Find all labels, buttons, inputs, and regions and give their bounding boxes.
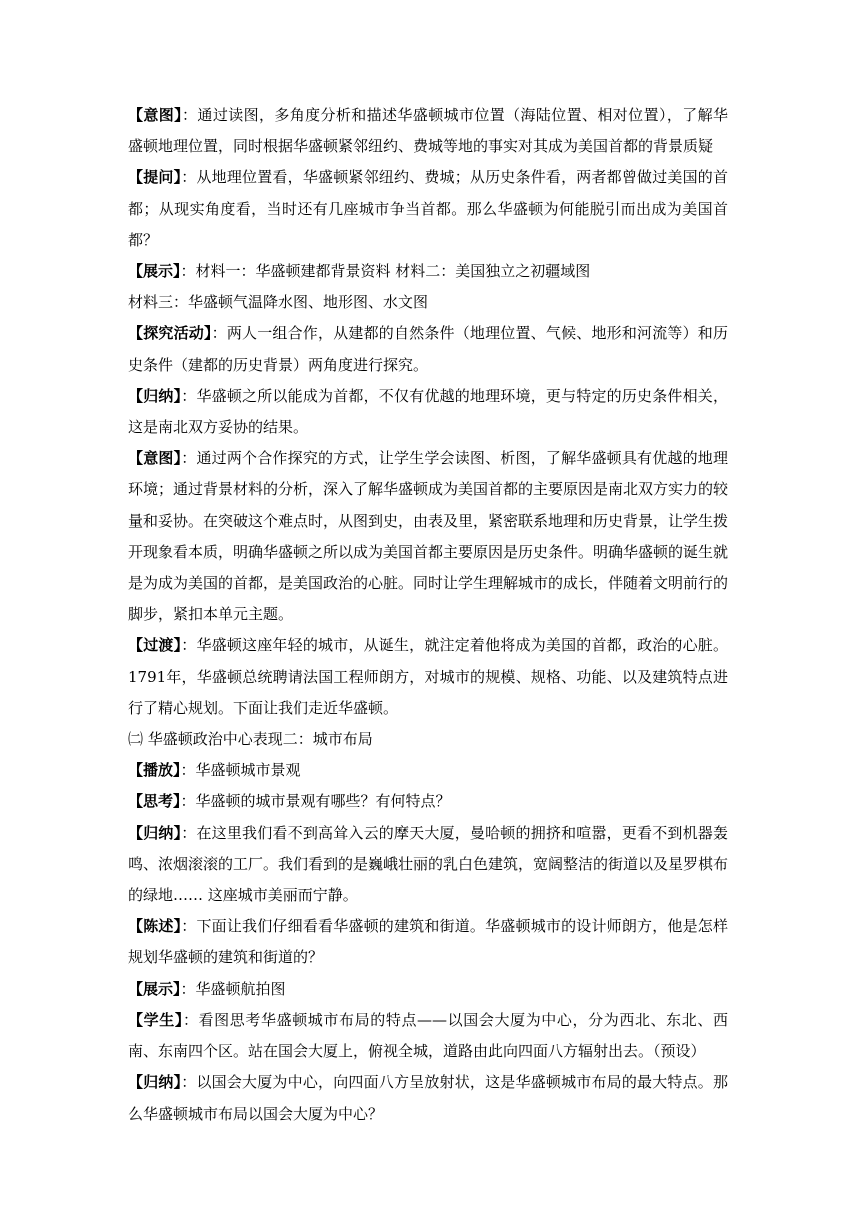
paragraph-label: 【意图】 xyxy=(128,106,183,124)
paragraph-text: ：华盛顿的城市景观有哪些？有何特点？ xyxy=(180,792,451,811)
paragraph-transition xyxy=(128,630,728,724)
paragraph-text: 材料三：华盛顿气温降水图、地形图、水文图 xyxy=(128,293,429,312)
paragraph-think xyxy=(128,786,728,817)
paragraph-text: ：华盛顿这座年轻的城市，从诞生，就注定着他将成为美国的首都，政治的心脏。1791年，华盛顿总统聘请法国工程师朗方，对城市的规模、规格、功能、以及建筑特点进行了精心规划。下面让我们走近华盛顿。 xyxy=(128,636,728,717)
paragraph-label: 【播放】 xyxy=(128,761,181,780)
paragraph-label: 【展示】 xyxy=(128,979,181,998)
paragraph-summary-1 xyxy=(128,381,728,443)
paragraph-statement xyxy=(128,911,728,973)
paragraph-label: 【归纳】 xyxy=(128,386,182,405)
paragraph-text: ：两人一组合作，从建都的自然条件（地理位置、气候、地形和河流等）和历史条件（建都的历史背景）两角度进行探究。 xyxy=(128,324,728,374)
paragraph-text: ：华盛顿之所以能成为首都，不仅有优越的地理环境，更与特定的历史条件相关，这是南北双方妥协的结果。 xyxy=(128,386,728,437)
paragraph-summary-2 xyxy=(128,818,728,912)
paragraph-label: 【意图】 xyxy=(128,449,182,468)
document-body xyxy=(128,100,728,1130)
paragraph-label: 【过渡】 xyxy=(128,636,182,655)
paragraph-play xyxy=(128,755,728,786)
paragraph-text: ：材料一：华盛顿建都背景资料 材料二：美国独立之初疆域图 xyxy=(180,262,591,281)
paragraph-display-1 xyxy=(128,256,728,287)
section-heading xyxy=(128,724,728,755)
paragraph-intent-2 xyxy=(128,443,728,630)
paragraph-text: ：通过读图，多角度分析和描述华盛顿城市位置（海陆位置、相对位置），了解华盛顿地理位置，同时根据华盛顿紧邻纽约、费城等地的事实对其成为美国首都的背景质疑 xyxy=(128,106,728,156)
paragraph-question xyxy=(128,162,728,256)
paragraph-text: ：在这里我们看不到高耸入云的摩天大厦，曼哈顿的拥挤和喧嚣，更看不到机器轰鸣、浓烟滚滚的工厂。我们看到的是巍峨壮丽的乳白色建筑，宽阔整洁的街道以及星罗棋布的绿地…… 这座城市美丽而宁静。 xyxy=(128,823,729,905)
paragraph-label: 【归纳】 xyxy=(128,1073,182,1092)
paragraph-student xyxy=(128,1005,728,1067)
paragraph-text: ：以国会大厦为中心，向四面八方呈放射状，这是华盛顿城市布局的最大特点。那么华盛顿城市布局以国会大厦为中心？ xyxy=(128,1073,728,1123)
paragraph-text: ：通过两个合作探究的方式，让学生学会读图、析图，了解华盛顿具有优越的地理环境；通过背景材料的分析，深入了解华盛顿成为美国首都的主要原因是南北双方实力的较量和妥协。在突破这个难点时，从图到史，由表及里，紧密联系地理和历史背景，让学生拨开现象看本质，明确华盛顿之所以成为美国首都主要原因是历史条件。明确华盛顿的诞生就是为成为美国的首都，是美国政治的心脏。同时让学生理解城市的成长，伴随着文明前行的脚步，紧扣本单元主题。 xyxy=(128,449,729,624)
paragraph-label: 【展示】 xyxy=(128,262,181,281)
paragraph-text: ：华盛顿城市景观 xyxy=(180,761,301,780)
paragraph-label: 【归纳】 xyxy=(128,823,182,842)
paragraph-text: ：华盛顿航拍图 xyxy=(180,979,286,998)
paragraph-material-3 xyxy=(128,287,728,318)
paragraph-inquiry-activity xyxy=(128,318,728,380)
paragraph-text: ：下面让我们仔细看看华盛顿的建筑和街道。华盛顿城市的设计师朗方，他是怎样规划华盛顿的建筑和街道的？ xyxy=(128,917,728,967)
paragraph-label: 【陈述】 xyxy=(128,917,182,936)
paragraph-display-2 xyxy=(128,974,728,1005)
paragraph-label: 【思考】 xyxy=(128,792,181,811)
paragraph-label: 【提问】 xyxy=(128,168,182,187)
paragraph-label: 【探究活动】 xyxy=(128,324,212,343)
paragraph-text: ：从地理位置看，华盛顿紧邻纽约、费城；从历史条件看，两者都曾做过美国的首都；从现实角度看，当时还有几座城市争当首都。那么华盛顿为何能脱引而出成为美国首都？ xyxy=(128,168,728,249)
paragraph-summary-3 xyxy=(128,1067,728,1129)
paragraph-intent-1 xyxy=(128,100,728,162)
section-heading-text: ㈡ 华盛顿政治中心表现二：城市布局 xyxy=(128,730,373,749)
paragraph-text: ：看图思考华盛顿城市布局的特点——以国会大厦为中心，分为西北、东北、西南、东南四个区。站在国会大厦上，俯视全城，道路由此向四面八方辐射出去。（预设） xyxy=(128,1010,728,1061)
paragraph-label: 【学生】 xyxy=(128,1010,183,1029)
